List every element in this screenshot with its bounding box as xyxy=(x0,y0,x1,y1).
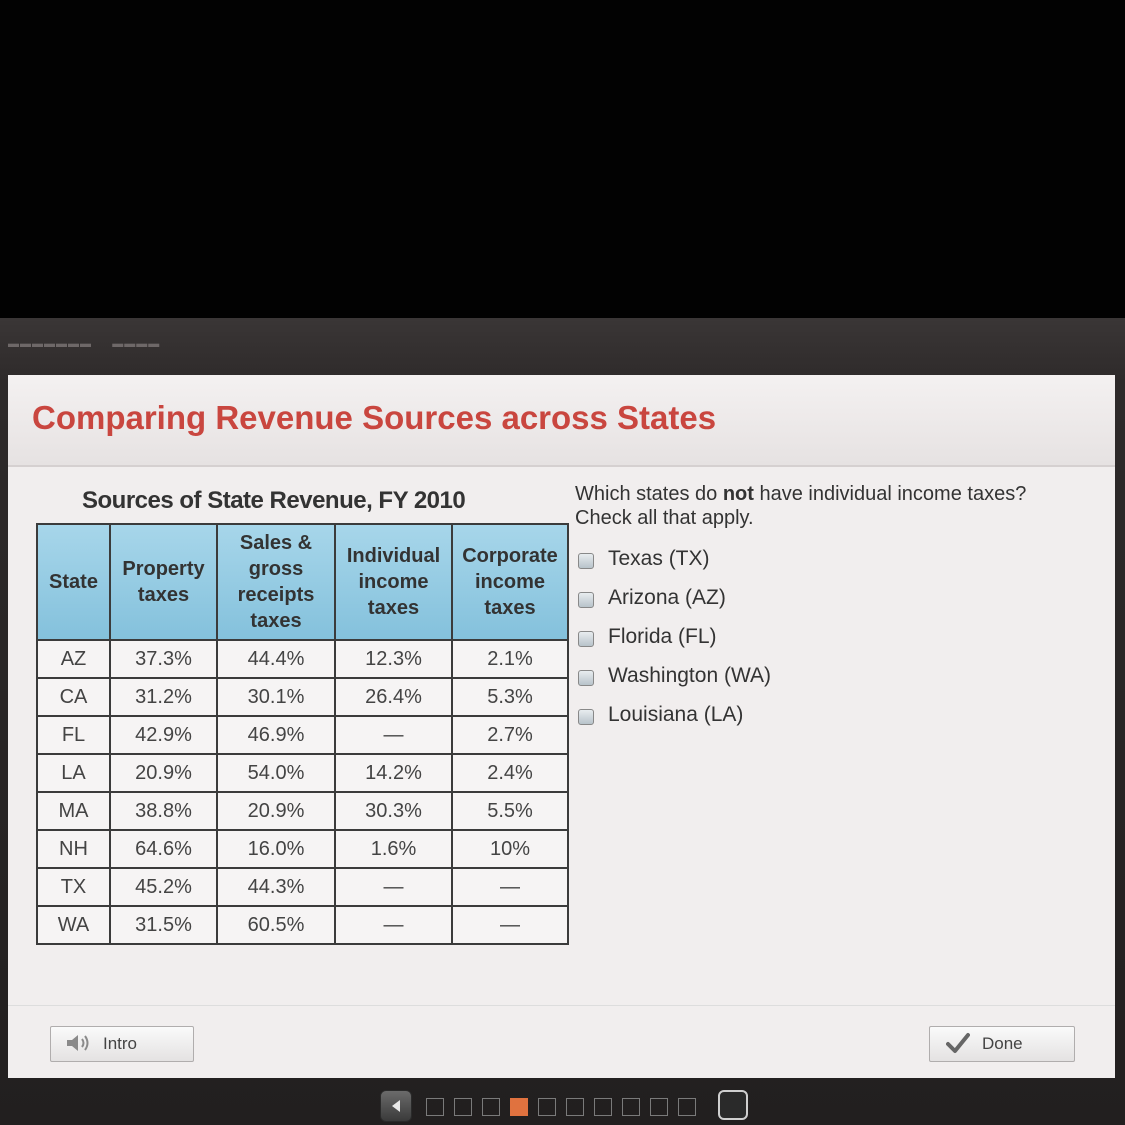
cell-property: 31.5% xyxy=(110,906,217,944)
cell-individual: — xyxy=(335,906,452,944)
table-row xyxy=(37,792,568,830)
page-title: Comparing Revenue Sources across States xyxy=(32,399,717,436)
cell-corporate: 5.5% xyxy=(452,792,568,830)
cell-property: 20.9% xyxy=(110,754,217,792)
cell-property: 31.2% xyxy=(110,678,217,716)
table-row xyxy=(37,830,568,868)
cell-individual: 1.6% xyxy=(335,830,452,868)
cell-sales: 44.3% xyxy=(217,868,335,906)
cell-state: WA xyxy=(37,906,110,944)
done-label: Done xyxy=(982,1034,1023,1053)
cell-state: MA xyxy=(37,792,110,830)
page-indicator[interactable] xyxy=(594,1098,612,1116)
cell-state: CA xyxy=(37,678,110,716)
cell-property: 64.6% xyxy=(110,830,217,868)
header-corporate: Corporate income taxes xyxy=(452,524,568,640)
checkbox[interactable] xyxy=(578,670,594,686)
cell-corporate: 10% xyxy=(452,830,568,868)
page-indicator[interactable] xyxy=(510,1098,528,1116)
checkbox[interactable] xyxy=(578,631,594,647)
header-property: Property taxes xyxy=(110,524,217,640)
cell-corporate: 2.4% xyxy=(452,754,568,792)
cell-individual: 12.3% xyxy=(335,640,452,678)
checkbox[interactable] xyxy=(578,709,594,725)
cell-state: LA xyxy=(37,754,110,792)
cell-state: NH xyxy=(37,830,110,868)
cell-sales: 54.0% xyxy=(217,754,335,792)
page-indicator[interactable] xyxy=(622,1098,640,1116)
cell-property: 38.8% xyxy=(110,792,217,830)
check-icon xyxy=(946,1032,970,1059)
cell-individual: — xyxy=(335,716,452,754)
cell-sales: 16.0% xyxy=(217,830,335,868)
question-text: Which states do not have individual income taxes? Check all that apply. xyxy=(575,483,1027,529)
divider xyxy=(8,1005,1115,1006)
page-indicator[interactable] xyxy=(678,1098,696,1116)
cell-state: TX xyxy=(37,868,110,906)
option-label: Texas (TX) xyxy=(608,547,710,570)
intro-label: Intro xyxy=(103,1034,138,1053)
table-row xyxy=(37,678,568,716)
cell-individual: — xyxy=(335,868,452,906)
page-indicator[interactable] xyxy=(566,1098,584,1116)
table-row xyxy=(37,868,568,906)
cell-state: AZ xyxy=(37,640,110,678)
table-row xyxy=(37,716,568,754)
cell-sales: 44.4% xyxy=(217,640,335,678)
header-individual: Individual income taxes xyxy=(335,524,452,640)
option-label: Arizona (AZ) xyxy=(608,586,726,609)
table-header-row xyxy=(37,524,568,640)
left-arrow-icon xyxy=(390,1099,402,1113)
page-indicator[interactable] xyxy=(650,1098,668,1116)
previous-page-button[interactable] xyxy=(380,1090,412,1122)
page-indicator[interactable] xyxy=(482,1098,500,1116)
page-indicator[interactable] xyxy=(426,1098,444,1116)
cell-property: 37.3% xyxy=(110,640,217,678)
intro-button[interactable] xyxy=(50,1026,194,1062)
cell-individual: 26.4% xyxy=(335,678,452,716)
cell-property: 42.9% xyxy=(110,716,217,754)
cell-corporate: 2.1% xyxy=(452,640,568,678)
cell-individual: 30.3% xyxy=(335,792,452,830)
cell-sales: 60.5% xyxy=(217,906,335,944)
cell-corporate: — xyxy=(452,906,568,944)
background-dark-area xyxy=(0,0,1125,318)
cell-sales: 20.9% xyxy=(217,792,335,830)
next-page-button[interactable] xyxy=(718,1090,748,1120)
title-bar xyxy=(8,375,1115,467)
checkbox[interactable] xyxy=(578,592,594,608)
option-label: Florida (FL) xyxy=(608,625,717,648)
table-row xyxy=(37,754,568,792)
table-caption: Sources of State Revenue, FY 2010 xyxy=(82,487,466,514)
speaker-icon xyxy=(65,1032,93,1059)
cell-state: FL xyxy=(37,716,110,754)
table-row xyxy=(37,640,568,678)
page-indicator[interactable] xyxy=(454,1098,472,1116)
activity-window xyxy=(8,375,1115,1078)
header-sales: Sales & gross receipts taxes xyxy=(217,524,335,640)
cell-corporate: 2.7% xyxy=(452,716,568,754)
cell-individual: 14.2% xyxy=(335,754,452,792)
header-state: State xyxy=(37,524,110,640)
cell-sales: 46.9% xyxy=(217,716,335,754)
table-row xyxy=(37,906,568,944)
page-indicator[interactable] xyxy=(538,1098,556,1116)
blurred-nav-text: ▬▬▬▬▬▬▬ ▬▬▬▬ xyxy=(8,338,161,350)
option-label: Louisiana (LA) xyxy=(608,703,744,726)
cell-corporate: 5.3% xyxy=(452,678,568,716)
option-label: Washington (WA) xyxy=(608,664,771,687)
cell-property: 45.2% xyxy=(110,868,217,906)
cell-sales: 30.1% xyxy=(217,678,335,716)
done-button[interactable] xyxy=(929,1026,1075,1062)
checkbox[interactable] xyxy=(578,553,594,569)
revenue-table xyxy=(36,523,569,945)
cell-corporate: — xyxy=(452,868,568,906)
